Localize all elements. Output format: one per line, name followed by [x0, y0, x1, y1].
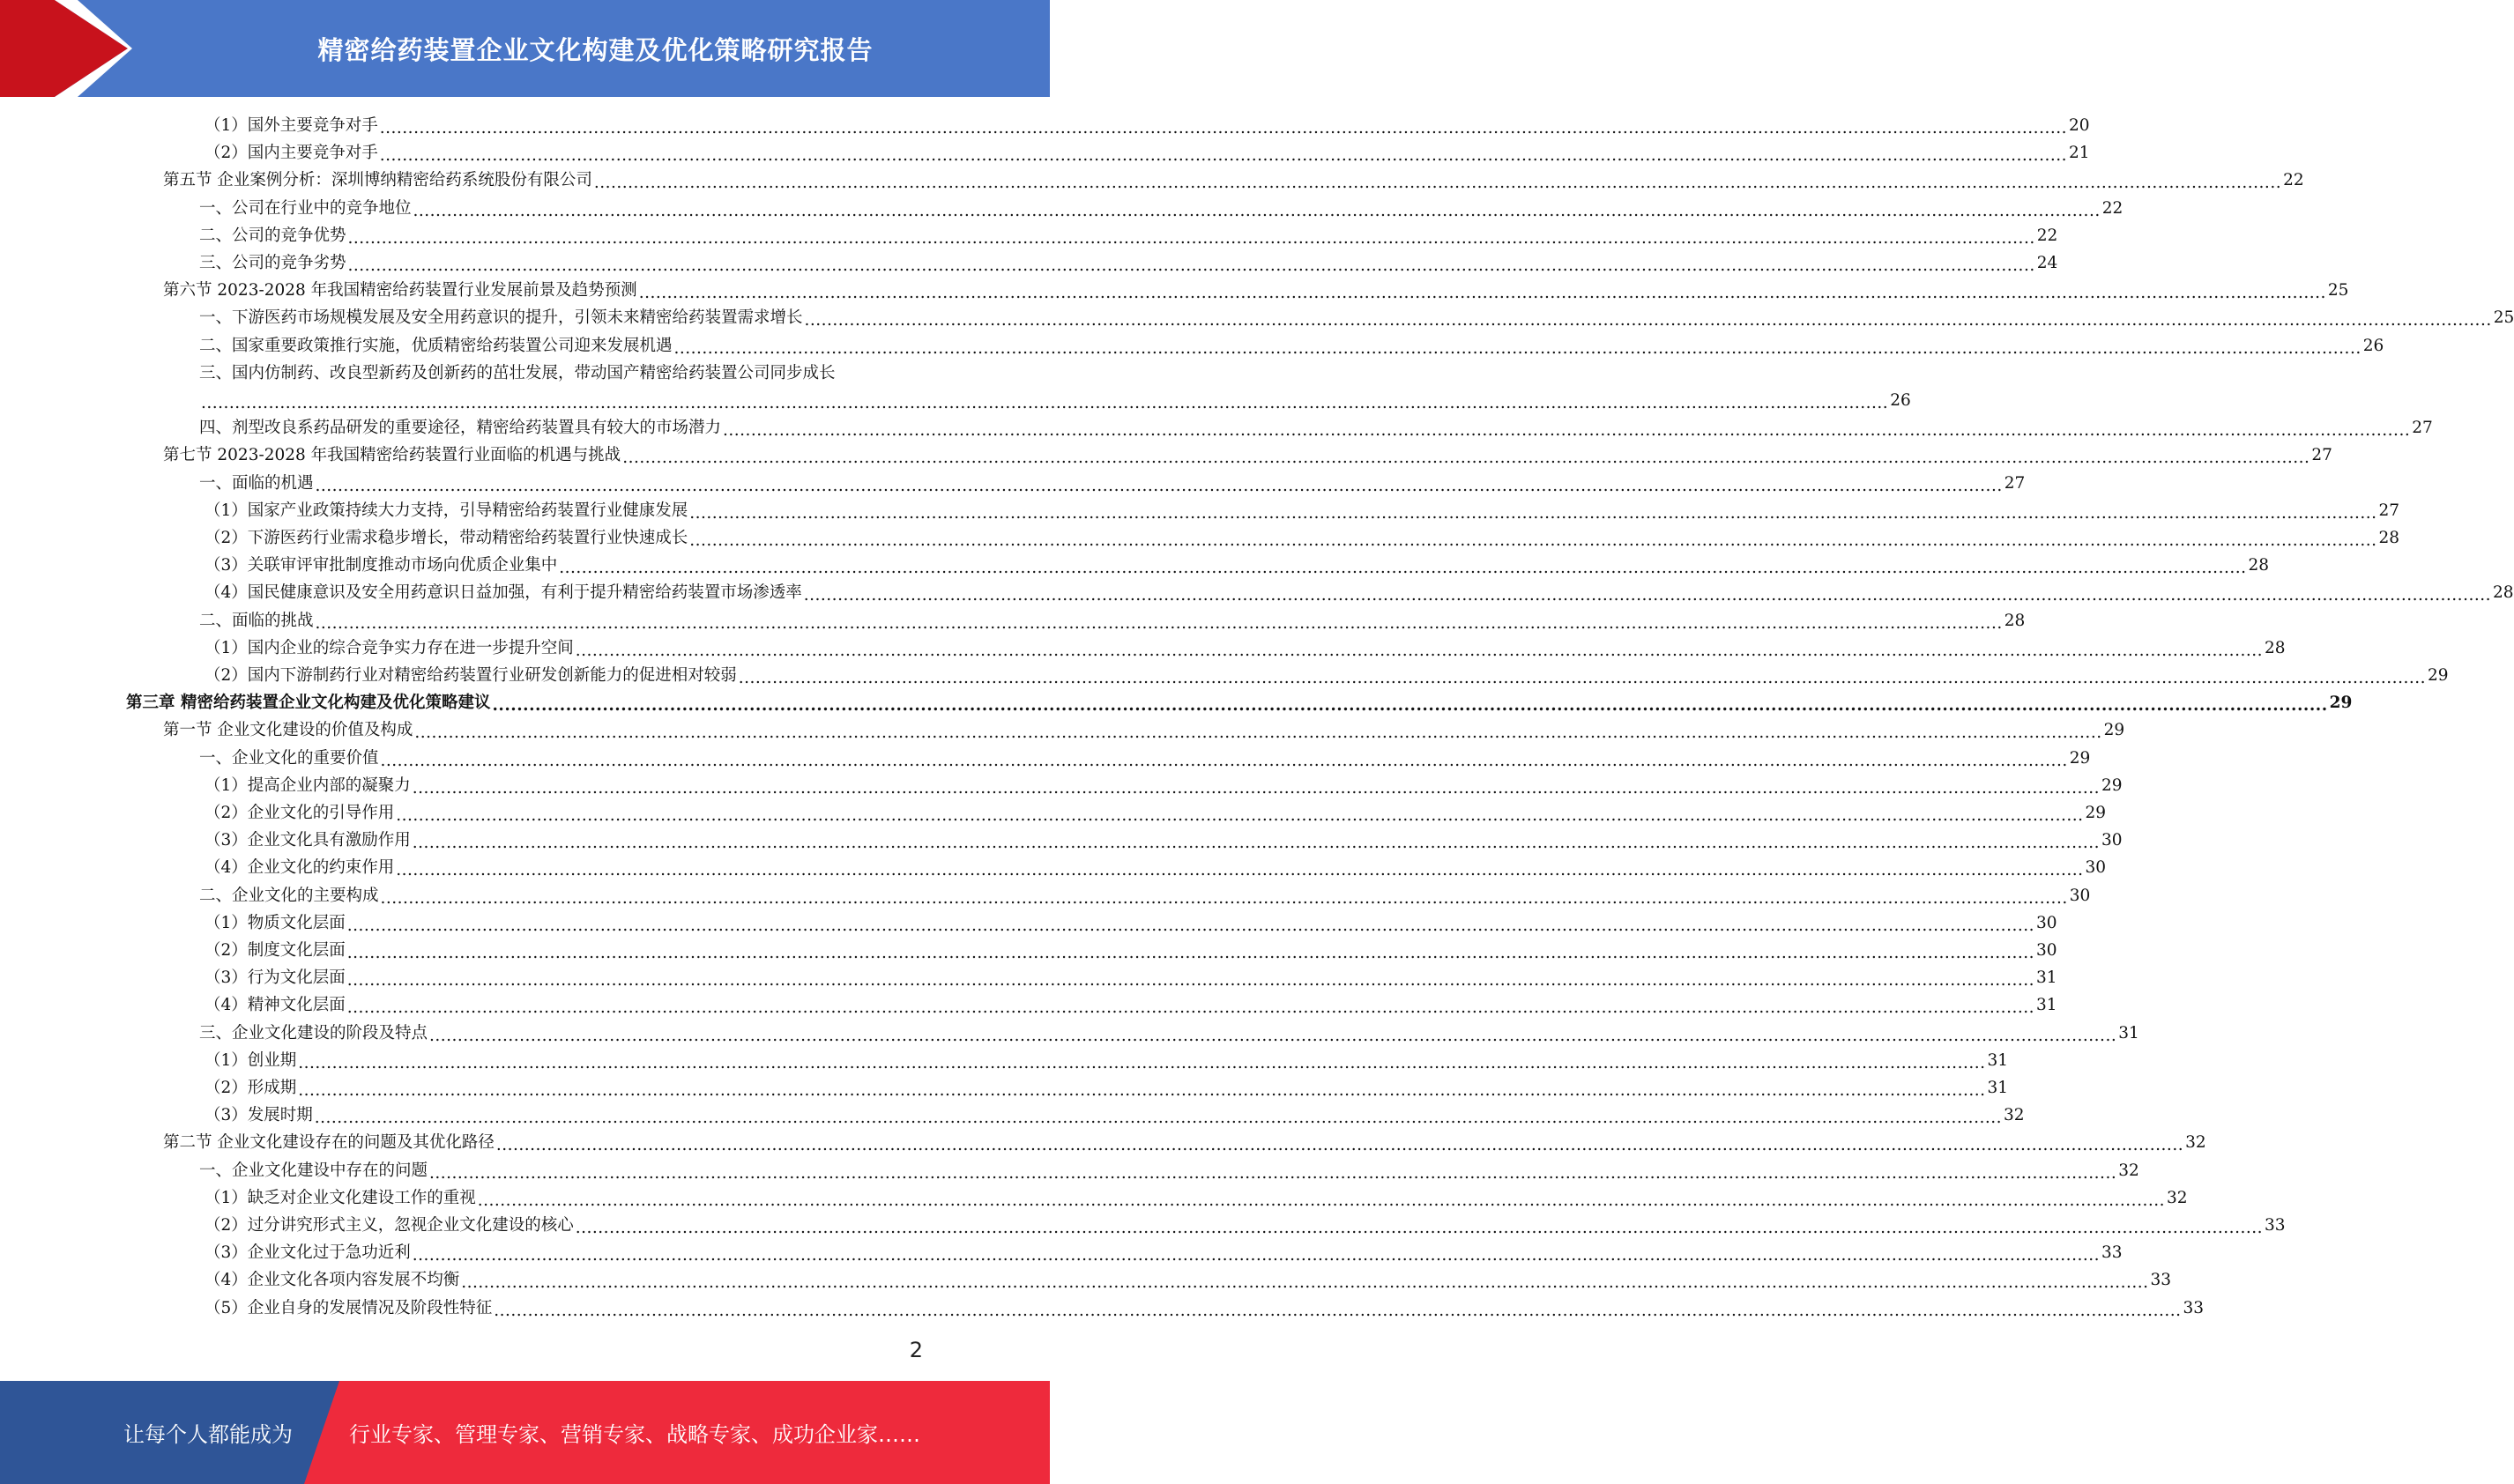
- toc-entry-title: （2）国内下游制药行业对精密给药装置行业研发创新能力的促进相对较弱: [205, 666, 737, 685]
- toc-entry-title: 一、企业文化的重要价值: [199, 748, 379, 768]
- toc-entry[interactable]: [0, 716, 2125, 744]
- toc-entry-title: 三、公司的竞争劣势: [199, 254, 346, 272]
- toc-entry[interactable]: [0, 1266, 2172, 1294]
- toc-entry-page: 33: [2101, 1243, 2123, 1263]
- toc-entry-page: 28: [2492, 583, 2514, 603]
- toc-entry[interactable]: [0, 1212, 2286, 1239]
- toc-entry-title: 二、企业文化的主要构成: [199, 886, 379, 905]
- toc-leader-dots: ............................................................................................................................................................................................................................................................................................................: [346, 971, 2034, 991]
- toc-leader-dots: ............................................................................................................................................................................................................................................................................................................: [346, 944, 2034, 962]
- toc-entry-page: 27: [2311, 446, 2332, 465]
- toc-entry[interactable]: [0, 167, 2304, 194]
- toc-entry[interactable]: [0, 524, 2400, 552]
- toc-leader-dots: ............................................................................................................................................................................................................................................................................................................: [346, 998, 2034, 1018]
- toc-entry-page: 29: [2103, 721, 2125, 740]
- toc-leader-dots: ............................................................................................................................................................................................................................................................................................................: [379, 119, 2067, 137]
- toc-entry[interactable]: [0, 1020, 2139, 1047]
- toc-leader-dots: ............................................................................................................................................................................................................................................................................................................: [803, 586, 2491, 605]
- toc-entry[interactable]: [0, 937, 2057, 964]
- toc-entry[interactable]: [0, 249, 2058, 277]
- toc-entry[interactable]: [0, 772, 2123, 799]
- footer-slogan-left: 让每个人都能成为: [123, 1422, 293, 1447]
- toc-leader-dots: ............................................................................................................................................................................................................................................................................................................: [413, 201, 2101, 220]
- toc-entry-title: （2）制度文化层面: [205, 941, 346, 960]
- toc-entry-title: （2）下游医药行业需求稳步增长，带动精密给药装置行业快速成长: [205, 529, 688, 547]
- toc-entry-page: 30: [2085, 858, 2107, 878]
- toc-entry[interactable]: [0, 277, 2349, 304]
- toc-entry[interactable]: [0, 799, 2107, 827]
- toc-entry[interactable]: [0, 1129, 2206, 1156]
- toc-entry-title: 四、剂型改良系药品研发的重要途径，精密给药装置具有较大的市场潜力: [199, 419, 722, 438]
- toc-leader-dots: ............................................................................................................................................................................................................................................................................................................: [622, 449, 2310, 468]
- toc-entry[interactable]: [0, 964, 2057, 991]
- header-red-arrow-shape: [0, 0, 128, 97]
- toc-entry-page: 29: [2329, 694, 2353, 713]
- toc-entry-page: 32: [2166, 1188, 2188, 1207]
- toc-entry-page: 31: [1987, 1050, 2009, 1070]
- toc-entry[interactable]: [0, 332, 2384, 360]
- toc-entry-page: 30: [2069, 886, 2091, 905]
- toc-entry-title: 一、公司在行业中的竞争地位: [199, 198, 412, 218]
- toc-entry-title: （4）企业文化各项内容发展不均衡: [205, 1271, 460, 1290]
- toc-entry-page: 29: [2427, 666, 2449, 685]
- toc-leader-dots: ............................................................................................................................................................................................................................................................................................................: [673, 338, 2362, 358]
- toc-entry-page: 30: [2035, 941, 2057, 960]
- toc-entry-title: （5）企业自身的发展情况及阶段性特征: [205, 1298, 493, 1317]
- toc-leader-dots: ............................................................................................................................................................................................................................................................................................................: [429, 1163, 2117, 1183]
- toc-entry-title: （4）国民健康意识及安全用药意识日益加强，有利于提升精密给药装置市场渗透率: [205, 583, 802, 603]
- toc-entry[interactable]: [0, 662, 2449, 689]
- toc-entry-title: （1）国内企业的综合竞争实力存在进一步提升空间: [205, 638, 574, 657]
- toc-entry-page: 33: [2183, 1298, 2205, 1317]
- toc-leader-dots: ............................................................................................................................................................................................................................................................................................................: [723, 421, 2411, 441]
- page-header: [0, 0, 1050, 97]
- toc-leader-dots: ............................................................................................................................................................................................................................................................................................................: [412, 834, 2100, 853]
- toc-entry-page: 28: [2378, 529, 2400, 547]
- toc-entry[interactable]: [0, 634, 2286, 662]
- page-footer: [0, 1381, 1050, 1484]
- toc-entry-page: 32: [2118, 1161, 2139, 1180]
- toc-entry-title: （3）行为文化层面: [205, 968, 346, 988]
- toc-entry-page: 33: [2264, 1216, 2286, 1235]
- toc-entry[interactable]: [0, 827, 2123, 854]
- toc-leader-dots: ............................................................................................................................................................................................................................................................................................................: [495, 1136, 2184, 1155]
- toc-entry[interactable]: [0, 1295, 2205, 1322]
- toc-entry-title: 二、公司的竞争优势: [199, 226, 346, 245]
- toc-entry-title: （3）关联审评审批制度推动市场向优质企业集中: [205, 556, 558, 575]
- toc-entry-title: （4）企业文化的约束作用: [205, 858, 395, 878]
- toc-entry-page: 30: [2035, 913, 2057, 932]
- toc-entry-page: 32: [2003, 1106, 2025, 1125]
- toc-entry[interactable]: [0, 222, 2058, 249]
- toc-leader-dots: ............................................................................................................................................................................................................................................................................................................: [429, 1026, 2117, 1045]
- toc-leader-dots: ............................................................................................................................................................................................................................................................................................................: [638, 284, 2326, 303]
- toc-entry[interactable]: [0, 909, 2057, 937]
- toc-entry-page: 31: [2118, 1023, 2139, 1043]
- toc-entry-page: 29: [2085, 804, 2107, 822]
- toc-entry-page: 21: [2068, 144, 2090, 163]
- toc-leader-dots: ............................................................................................................................................................................................................................................................................................................: [346, 916, 2034, 935]
- toc-entry[interactable]: [0, 552, 2270, 579]
- toc-leader-dots: ............................................................................................................................................................................................................................................................................................................: [298, 1053, 1986, 1072]
- toc-entry-title: （4）精神文化层面: [205, 996, 346, 1015]
- toc-entry-title: 三、企业文化建设的阶段及特点: [199, 1023, 428, 1043]
- toc-leader-dots: ............................................................................................................................................................................................................................................................................................................: [492, 696, 2328, 716]
- toc-entry-page: 25: [2493, 308, 2514, 328]
- toc-entry[interactable]: [0, 1047, 2009, 1074]
- toc-leader-dots: ............................................................................................................................................................................................................................................................................................................: [494, 1301, 2182, 1320]
- toc-entry-continuation[interactable]: [0, 387, 1911, 414]
- toc-entry-title: （1）提高企业内部的凝聚力: [205, 775, 411, 795]
- toc-entry-title: （1）国外主要竞争对手: [205, 116, 378, 135]
- toc-entry-page: 27: [2378, 501, 2400, 520]
- toc-entry[interactable]: [0, 195, 2124, 222]
- toc-entry-title: （2）过分讲究形式主义，忽视企业文化建设的核心: [205, 1216, 574, 1235]
- toc-entry-title: 第二节 企业文化建设存在的问题及其优化路径: [163, 1133, 495, 1153]
- toc-leader-dots: ............................................................................................................................................................................................................................................................................................................: [315, 476, 2003, 495]
- toc-entry[interactable]: [0, 1239, 2123, 1266]
- toc-entry-title: 第三章 精密给药装置企业文化构建及优化策略建议: [126, 694, 491, 713]
- toc-leader-dots: ............................................................................................................................................................................................................................................................................................................: [380, 888, 2068, 908]
- toc-entry-page: 31: [2035, 996, 2057, 1015]
- toc-leader-dots: ............................................................................................................................................................................................................................................................................................................: [396, 806, 2084, 825]
- toc-entry[interactable]: [0, 579, 2514, 606]
- toc-entry[interactable]: [0, 414, 2433, 441]
- toc-entry[interactable]: [0, 1184, 2188, 1212]
- toc-entry[interactable]: [0, 470, 2026, 497]
- report-title: 精密给药装置企业文化构建及优化策略研究报告: [317, 34, 874, 65]
- toc-entry-page: 29: [2101, 775, 2123, 795]
- toc-entry-page: 26: [2362, 336, 2384, 355]
- toc-entry-title: （1）缺乏对企业文化建设工作的重视: [205, 1188, 476, 1207]
- toc-leader-dots: ............................................................................................................................................................................................................................................................................................................: [412, 778, 2100, 798]
- toc-entry-title: （2）国内主要竞争对手: [205, 144, 378, 163]
- toc-entry-page: 29: [2069, 748, 2091, 768]
- toc-entry-title: （1）物质文化层面: [205, 913, 346, 932]
- toc-entry-title: （2）企业文化的引导作用: [205, 804, 395, 822]
- toc-entry[interactable]: [0, 139, 2090, 167]
- toc-entry[interactable]: [0, 882, 2091, 909]
- toc-leader-dots: ............................................................................................................................................................................................................................................................................................................: [804, 311, 2492, 330]
- toc-entry-page: 33: [2150, 1271, 2172, 1290]
- toc-entry[interactable]: [0, 854, 2107, 881]
- toc-entry[interactable]: [0, 112, 2090, 139]
- toc-entry[interactable]: [0, 745, 2091, 772]
- toc-entry-page: 32: [2185, 1133, 2206, 1153]
- toc-entry-page: 28: [2264, 638, 2286, 657]
- toc-leader-dots: ............................................................................................................................................................................................................................................................................................................: [689, 531, 2377, 550]
- toc-leader-dots: ............................................................................................................................................................................................................................................................................................................: [412, 1246, 2100, 1265]
- toc-entry-page: 30: [2101, 831, 2123, 850]
- toc-leader-dots: ............................................................................................................................................................................................................................................................................................................: [347, 256, 2035, 275]
- toc-entry[interactable]: [0, 1157, 2139, 1184]
- footer-slogan-right: 行业专家、管理专家、营销专家、战略专家、成功企业家……: [349, 1422, 920, 1447]
- toc-entry-page: 31: [2035, 968, 2057, 988]
- toc-entry-page: 25: [2327, 281, 2349, 301]
- toc-leader-dots: ............................................................................................................................................................................................................................................................................................................: [477, 1191, 2165, 1210]
- toc-leader-dots: ............................................................................................................................................................................................................................................................................................................: [575, 1219, 2263, 1237]
- toc-entry-title: 第七节 2023-2028 年我国精密给药装置行业面临的机遇与挑战: [163, 446, 621, 465]
- toc-entry-page: 28: [2004, 611, 2026, 630]
- toc-leader-dots: ............................................................................................................................................................................................................................................................................................................: [559, 559, 2247, 578]
- toc-leader-dots: ............................................................................................................................................................................................................................................................................................................: [379, 146, 2067, 166]
- toc-entry-page: 28: [2248, 556, 2270, 575]
- toc-entry-page: 22: [2101, 198, 2124, 218]
- toc-entry[interactable]: [0, 304, 2514, 331]
- toc-entry-page: 22: [2036, 226, 2058, 245]
- toc-entry-title: 二、面临的挑战: [199, 611, 314, 630]
- toc-entry[interactable]: [0, 1102, 2025, 1129]
- toc-entry-title: （3）企业文化过于急功近利: [205, 1243, 411, 1263]
- toc-entry[interactable]: [0, 360, 924, 387]
- toc-entry[interactable]: [0, 1074, 2009, 1102]
- toc-entry[interactable]: [0, 441, 2332, 469]
- toc-leader-dots: ............................................................................................................................................................................................................................................................................................................: [201, 394, 1889, 412]
- toc-entry[interactable]: [0, 497, 2400, 524]
- toc-leader-dots: ............................................................................................................................................................................................................................................................................................................: [396, 861, 2084, 880]
- toc-leader-dots: ............................................................................................................................................................................................................................................................................................................: [575, 641, 2263, 660]
- toc-leader-dots: ............................................................................................................................................................................................................................................................................................................: [593, 174, 2282, 193]
- toc-entry-title: 一、面临的机遇: [199, 473, 314, 493]
- toc-chapter-entry[interactable]: [0, 689, 2353, 716]
- toc-entry-title: （1）国家产业政策持续大力支持，引导精密给药装置行业健康发展: [205, 501, 688, 520]
- toc-entry[interactable]: [0, 607, 2026, 634]
- toc-leader-dots: ............................................................................................................................................................................................................................................................................................................: [689, 503, 2377, 523]
- toc-entry-title: 第一节 企业文化建设的价值及构成: [163, 721, 413, 740]
- toc-leader-dots: ............................................................................................................................................................................................................................................................................................................: [380, 751, 2068, 770]
- toc-entry-title: （3）企业文化具有激励作用: [205, 831, 411, 850]
- toc-entry-title: 第五节 企业案例分析：深圳博纳精密给药系统股份有限公司: [163, 171, 592, 190]
- toc-entry-title: 三、国内仿制药、改良型新药及创新药的茁壮发展，带动国产精密给药装置公司同步成长: [199, 363, 836, 382]
- toc-entry-title: 一、企业文化建设中存在的问题: [199, 1161, 428, 1180]
- toc-entry-title: 一、下游医药市场规模发展及安全用药意识的提升，引领未来精密给药装置需求增长: [199, 308, 803, 328]
- toc-entry-title: （1）创业期: [205, 1050, 297, 1070]
- toc-entry-title: 第六节 2023-2028 年我国精密给药装置行业发展前景及趋势预测: [163, 281, 637, 301]
- page-number: 2: [909, 1338, 923, 1362]
- toc-leader-dots: ............................................................................................................................................................................................................................................................................................................: [298, 1081, 1986, 1100]
- toc-leader-dots: ............................................................................................................................................................................................................................................................................................................: [414, 723, 2102, 743]
- toc-entry-page: 24: [2036, 254, 2058, 272]
- toc-entry[interactable]: [0, 991, 2057, 1019]
- toc-entry-page: 27: [2004, 473, 2026, 493]
- toc-entry-title: （3）发展时期: [205, 1106, 313, 1125]
- toc-entry-page: 27: [2412, 419, 2433, 438]
- toc-leader-dots: ............................................................................................................................................................................................................................................................................................................: [461, 1273, 2149, 1293]
- toc-leader-dots: ............................................................................................................................................................................................................................................................................................................: [315, 613, 2003, 633]
- toc-leader-dots: ............................................................................................................................................................................................................................................................................................................: [738, 669, 2426, 687]
- toc-entry-page: 31: [1987, 1079, 2009, 1097]
- toc-leader-dots: ............................................................................................................................................................................................................................................................................................................: [314, 1109, 2002, 1128]
- toc-entry-title: 二、国家重要政策推行实施，优质精密给药装置公司迎来发展机遇: [199, 336, 673, 355]
- toc-entry-page: 22: [2283, 171, 2304, 190]
- toc-entry-title: （2）形成期: [205, 1079, 297, 1097]
- toc-entry-page: 20: [2068, 116, 2090, 135]
- toc-leader-dots: ............................................................................................................................................................................................................................................................................................................: [347, 228, 2035, 248]
- toc-entry-page: 26: [1890, 391, 1911, 410]
